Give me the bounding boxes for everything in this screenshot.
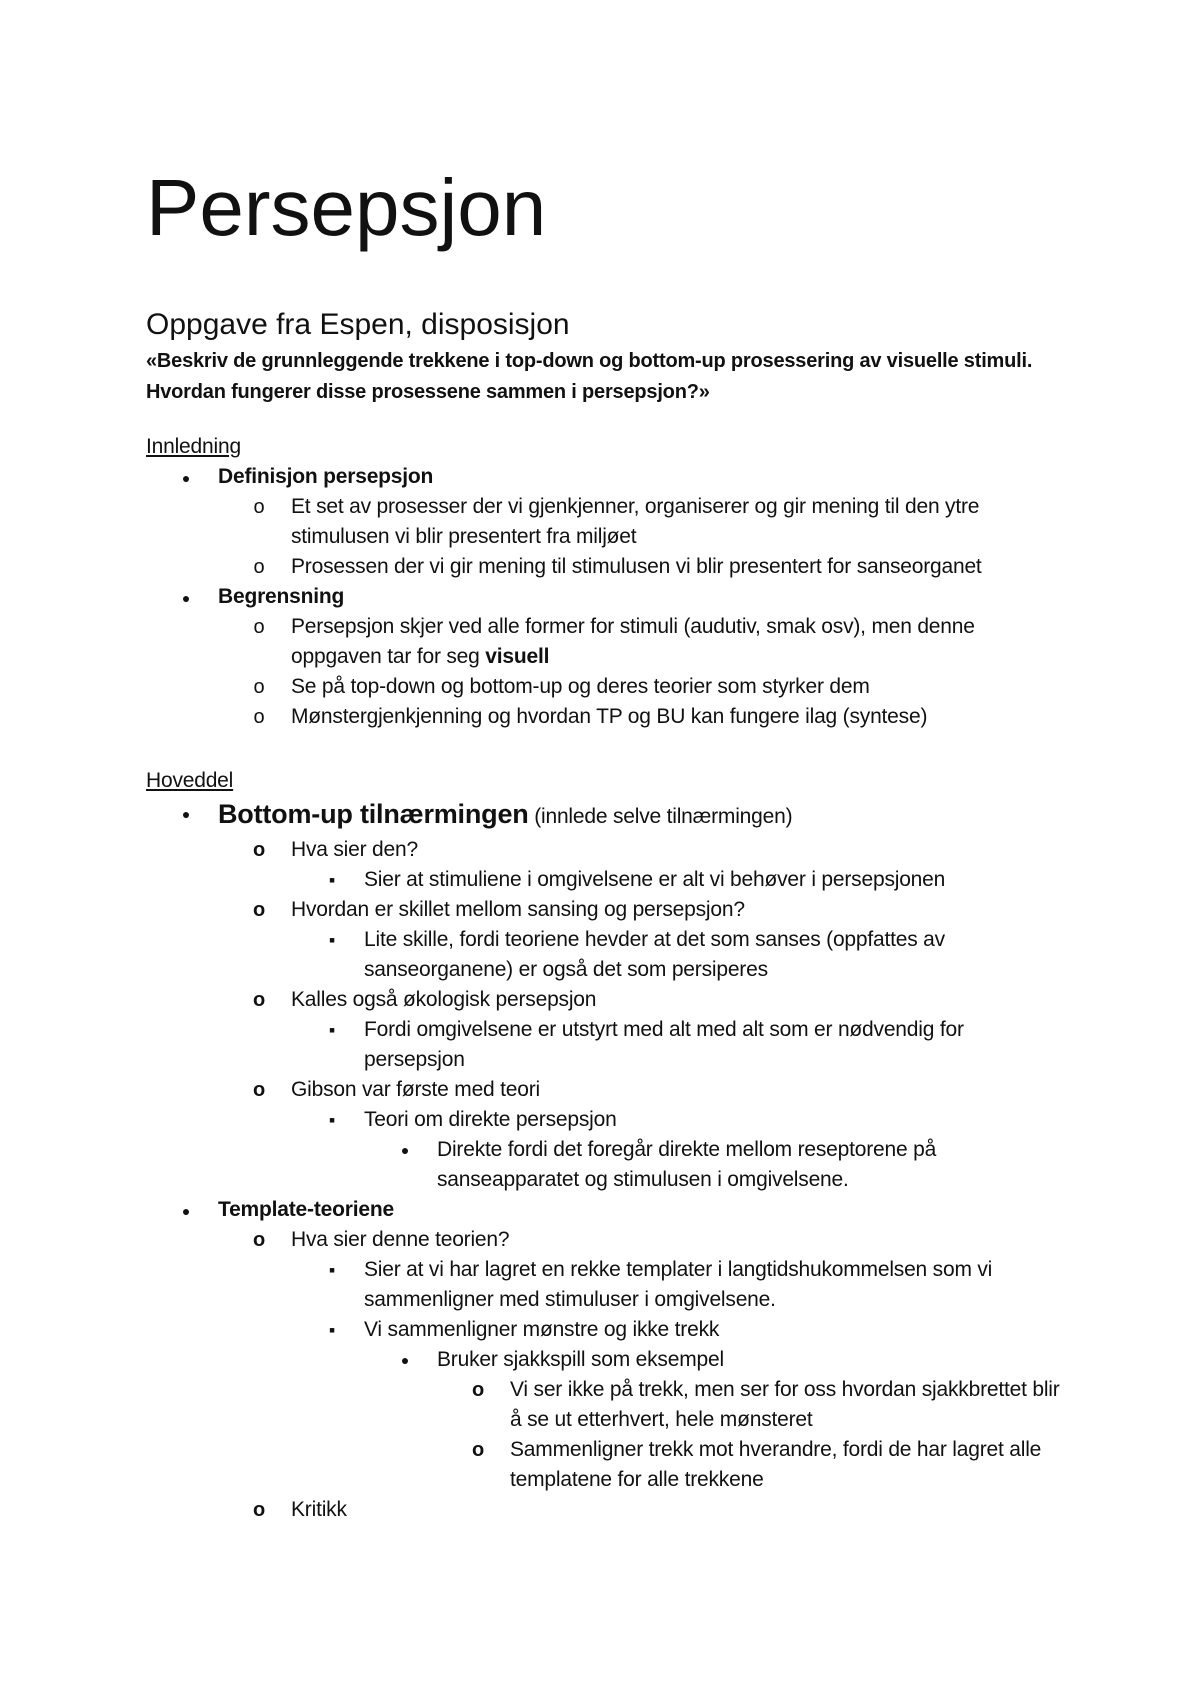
bullet-circle-icon — [249, 672, 269, 702]
list-item: o Sammenligner trekk mot hverandre, fordi de har lagret alle templatene for alle trekkene — [146, 1435, 1066, 1495]
document-subtitle: Oppgave fra Espen, disposisjon — [146, 308, 570, 341]
list-item: o Gibson var første med teori — [146, 1075, 1066, 1105]
bullet-square-icon — [322, 1105, 342, 1135]
list-item: o Se på top-down og bottom-up og deres teorier som styrker dem — [146, 672, 1066, 702]
list-item: o Mønstergjenkjenning og hvordan TP og BU kan fungere ilag (syntese) — [146, 702, 1066, 732]
list-item: ● Template-teoriene — [146, 1195, 1066, 1225]
list-item: ● Bruker sjakkspill som eksempel — [146, 1345, 1066, 1375]
bullet-square-icon — [322, 1315, 342, 1345]
emphasis-visuell: visuell — [485, 645, 550, 668]
document-title: Persepsjon — [146, 163, 547, 252]
list-item: ▪ Vi sammenligner mønstre og ikke trekk — [146, 1315, 1066, 1345]
list-item: o Kalles også økologisk persepsjon — [146, 985, 1066, 1015]
list-item: o Hva sier den? — [146, 835, 1066, 865]
bullet-disc-icon — [176, 462, 196, 493]
bullet-circle-icon — [249, 835, 269, 865]
bullet-disc-icon — [395, 1135, 415, 1166]
list-item: o Hva sier denne teorien? — [146, 1225, 1066, 1255]
section-heading: Innledning — [146, 435, 241, 458]
bullet-circle-icon — [249, 702, 269, 732]
list-item: o Vi ser ikke på trekk, men ser for oss hvordan sjakkbrettet blir å se ut etterhvert, hele mønsteret — [146, 1375, 1066, 1435]
list-item: ▪ Sier at vi har lagret en rekke templater i langtidshukommelsen som vi sammenligner med stimuluser i omgivelsene. — [146, 1255, 1066, 1315]
list-item: ▪ Sier at stimuliene i omgivelsene er alt vi behøver i persepsjonen — [146, 865, 1066, 895]
list-item: ● Direkte fordi det foregår direkte mellom reseptorene på sanseapparatet og stimulusen i omgivelsene. — [146, 1135, 1066, 1195]
list-item: ● Begrensning — [146, 582, 1066, 612]
list-item: o Persepsjon skjer ved alle former for stimuli (audutiv, smak osv), men denne oppgaven tar for seg visuell — [146, 612, 1066, 672]
list-item: ● Bottom-up tilnærmingen (innlede selve tilnærmingen) — [146, 796, 1066, 835]
bullet-disc-icon — [176, 582, 196, 613]
bullet-circle-icon — [249, 552, 269, 582]
list-item: o Prosessen der vi gir mening til stimulusen vi blir presentert for sanseorganet — [146, 552, 1066, 582]
bullet-square-icon — [322, 925, 342, 955]
bullet-circle-icon — [249, 1225, 269, 1255]
bullet-disc-icon — [395, 1345, 415, 1376]
bullet-disc-icon — [176, 1195, 196, 1226]
bullet-circle-icon — [249, 612, 269, 642]
bullet-disc-icon — [176, 796, 196, 833]
bullet-square-icon — [322, 1015, 342, 1045]
list-item: o Kritikk — [146, 1495, 1066, 1525]
list-item: ▪ Fordi omgivelsene er utstyrt med alt med alt som er nødvendig for persepsjon — [146, 1015, 1066, 1075]
list-item: o Hvordan er skillet mellom sansing og persepsjon? — [146, 895, 1066, 925]
bullet-circle-icon — [249, 985, 269, 1015]
bullet-square-icon — [322, 1255, 342, 1285]
section-heading: Hoveddel — [146, 769, 234, 792]
list-item: o Et set av prosesser der vi gjenkjenner, organiserer og gir mening til den ytre stimulusen vi blir presentert fra miljøet — [146, 492, 1066, 552]
subheading-bottom-up: Bottom-up tilnærmingen — [218, 799, 529, 829]
assignment-quote: «Beskriv de grunnleggende trekkene i top-down og bottom-up prosessering av visuelle stimuli. Hvordan fungerer disse prosessene sammen i persepsjon?» — [146, 350, 1033, 403]
bullet-circle-icon — [249, 492, 269, 522]
bullet-circle-icon — [249, 1075, 269, 1105]
list-item: ▪ Lite skille, fordi teoriene hevder at det som sanses (oppfattes av sanseorganene) er også det som persiperes — [146, 925, 1066, 985]
list-item: ● Definisjon persepsjon — [146, 462, 1066, 492]
list-item: ▪ Teori om direkte persepsjon — [146, 1105, 1066, 1135]
bullet-circle-icon — [468, 1435, 488, 1465]
bullet-circle-icon — [249, 1495, 269, 1525]
bullet-circle-icon — [249, 895, 269, 925]
bullet-circle-icon — [468, 1375, 488, 1405]
section-hoveddel — [146, 766, 1066, 1525]
section-innledning — [146, 432, 1066, 732]
bullet-square-icon — [322, 865, 342, 895]
